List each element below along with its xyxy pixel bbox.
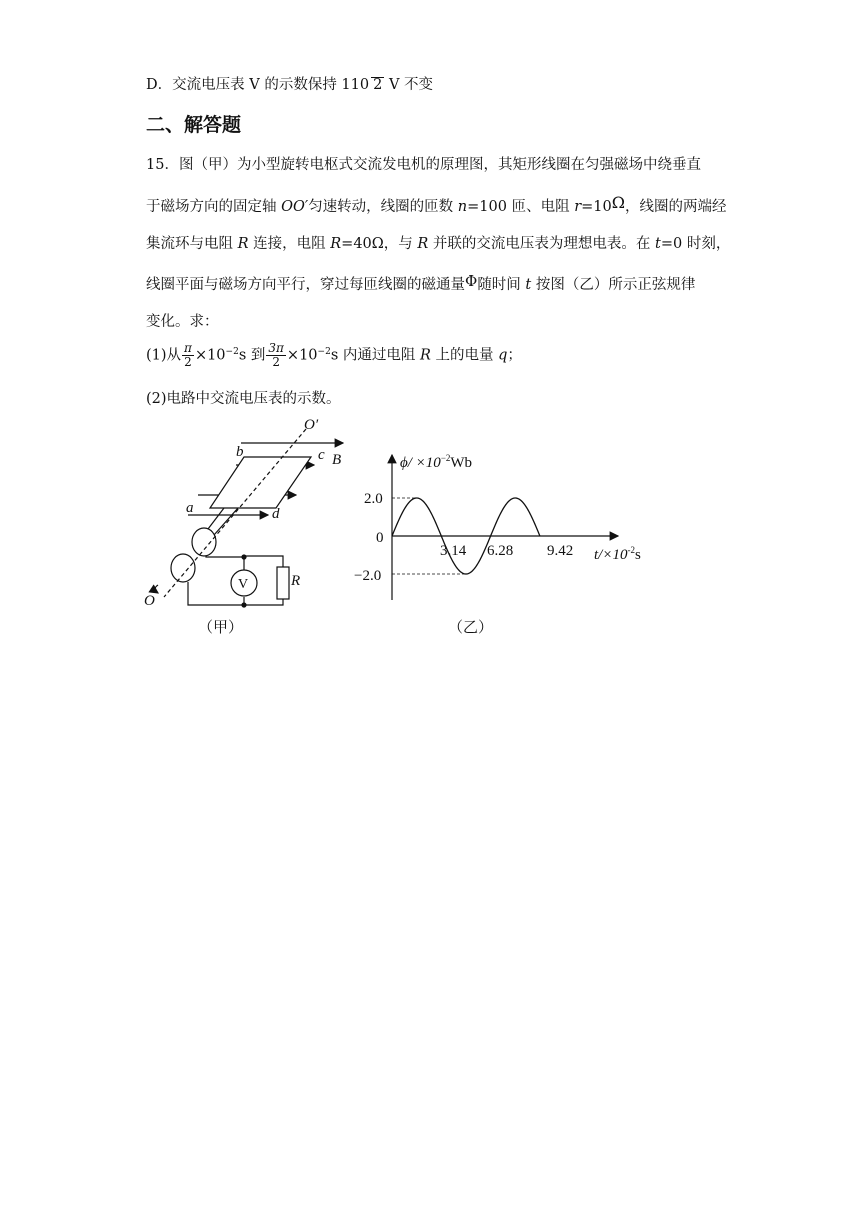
sub1-text: ； [507,347,522,364]
axis-symbol: OO′ [281,199,309,215]
x-tick-1: 3.14 [440,543,467,559]
slip-ring-upper [192,528,216,556]
variable-R: R [330,236,342,252]
variable-t: t [655,236,661,252]
sub-question-2: (2)电路中交流电压表的示数。 [146,391,341,407]
question-line-5 [146,310,219,331]
question-text: =100 匝、电阻 [467,199,575,215]
sub1-text: s 内通过电阻 [330,347,420,364]
generator-diagram [155,429,343,607]
caption-jia: （甲） [198,620,244,636]
flux-graph [392,455,618,600]
variable-t: t [525,277,532,293]
sqrt-value: 2 [373,77,383,93]
junction-dot [242,603,246,607]
resistor [277,567,289,599]
question-text: 连接，电阻 [248,236,331,252]
label-r: R [291,573,301,589]
sub-question-1 [146,342,522,369]
y-tick-zero: 0 [376,530,384,546]
label-a: a [186,500,194,516]
question-text: 随时间 [477,277,526,293]
sub1-prefix: (1)从 [146,347,182,364]
variable-q: q [498,347,508,364]
label-d: d [272,506,280,522]
label-o-prime: O′ [304,417,319,433]
question-text: 按图（乙）所示正弦规律 [531,277,696,293]
question-line-1 [146,153,701,174]
fraction-denominator: 2 [184,355,192,370]
variable-R: R [419,347,431,364]
option-d [146,73,433,94]
times-ten: ×10 [194,347,226,364]
times-ten: ×10 [286,347,318,364]
question-text: ，线圈的两端经 [625,199,727,215]
question-text: 线圈平面与磁场方向平行，穿过每匝线圈的磁通量 [146,277,465,293]
omega-symbol: Ω [611,193,625,212]
option-d-suffix: V 不变 [384,77,434,93]
y-tick-top: 2.0 [364,491,383,507]
question-text: 集流环与电阻 [146,236,238,252]
x-axis-label: $t/\times 10^{-2}s$ [594,545,641,563]
question-line-2 [146,193,727,216]
question-line-4 [146,272,695,294]
question-text: 于磁场方向的固定轴 [146,199,282,215]
question-text: =0 时刻， [660,236,731,252]
y-tick-bottom: −2.0 [354,568,382,584]
sub1-text: 上的电量 [430,347,499,364]
slip-ring-lower [171,554,195,582]
question-text: =40Ω，与 [341,236,418,252]
question-text: =10 [581,199,612,215]
label-b-field: B [332,452,342,468]
exponent: −2 [317,346,331,357]
question-text: 匀速转动，线圈的匝数 [308,199,458,215]
option-d-prefix: D．交流电压表 V 的示数保持 110 [146,77,370,93]
variable-r: r [574,199,582,215]
rotation-arrow [155,585,158,593]
variable-R: R [237,236,249,252]
fraction-denominator: 2 [272,355,280,370]
question-text: 并联的交流电压表为理想电表。在 [428,236,656,252]
fraction-3pi-over-2 [266,342,286,369]
caption-yi: （乙） [448,620,494,636]
fraction-numerator: 3π [268,341,284,355]
label-v: V [238,577,249,592]
variable-R: R [417,236,429,252]
section-heading: 二、解答题 [146,114,242,136]
x-tick-2: 6.28 [487,543,514,559]
phi-symbol: Φ [465,272,478,290]
variable-n: n [457,199,468,215]
x-tick-3: 9.42 [547,543,574,559]
coil-lead [214,508,238,535]
sub1-text: s 到 [238,347,266,364]
question-line-3 [146,232,730,253]
y-axis-label: $\phi/ \times 10^{-2}Wb$ [400,453,473,471]
fraction-pi-over-2 [182,342,194,369]
label-b: b [236,444,244,460]
question-text: 15．图（甲）为小型旋转电枢式交流发电机的原理图，其矩形线圈在匀强磁场中绕垂直 [146,157,701,173]
junction-dot [242,555,246,559]
figure [136,415,676,640]
question-text: 变化。求： [146,314,219,330]
exponent: −2 [225,346,239,357]
label-c: c [318,447,325,463]
fraction-numerator: π [184,341,192,355]
label-o: O [144,593,155,609]
